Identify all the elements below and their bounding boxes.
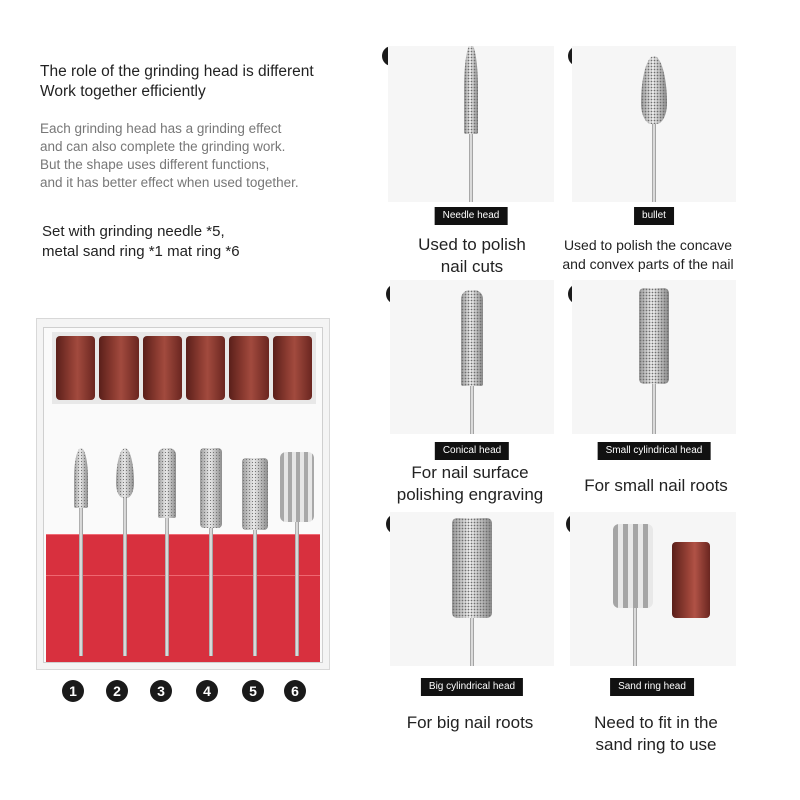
item-caption: [562, 236, 733, 274]
sand-ring: [186, 336, 225, 400]
bit-big-cylinder: [244, 446, 266, 656]
sand-ring: [99, 336, 138, 400]
number-badge: 2: [106, 680, 128, 702]
item-caption: [407, 712, 534, 734]
sand-ring-tray: [52, 332, 316, 404]
number-badge: 1: [62, 680, 84, 702]
sand-ring: [229, 336, 268, 400]
set-contents: [42, 222, 240, 262]
item-tag: Needle head: [435, 207, 508, 225]
item-caption: [584, 475, 728, 497]
item-caption-line: For big nail roots: [406, 713, 534, 732]
item-caption: [418, 234, 526, 278]
intro-para-line: and can also complete the grinding work.: [40, 139, 286, 154]
set-contents-line2: metal sand ring *1 mat ring *6: [42, 243, 240, 260]
item-photo-bullet: [572, 46, 736, 202]
intro-para-line: and it has better effect when used together.: [40, 175, 299, 190]
item-caption-line: For nail surface: [411, 463, 529, 482]
item-caption-line: Need to fit in the: [594, 713, 718, 732]
intro-heading: [40, 62, 314, 102]
intro-heading-line2: Work together efficiently: [40, 83, 206, 100]
item-photo-sand-ring-head: [570, 512, 736, 666]
item-photo-needle: [388, 46, 554, 202]
item-caption-line: Used to polish the concave: [563, 237, 733, 253]
item-caption: [594, 712, 718, 756]
sand-ring: [56, 336, 95, 400]
product-box-lid: [43, 327, 323, 663]
sand-ring: [273, 336, 312, 400]
number-badge: 3: [150, 680, 172, 702]
sand-ring: [672, 542, 710, 618]
item-caption-line: polishing engraving: [396, 485, 544, 504]
item-caption-line: nail cuts: [440, 257, 504, 276]
item-tag: Sand ring head: [610, 678, 694, 696]
bit-bullet: [114, 446, 136, 656]
item-photo-small-cylinder: [572, 280, 736, 434]
intro-heading-line1: The role of the grinding head is different: [40, 63, 314, 80]
item-photo-big-cylinder: [390, 512, 554, 666]
bit-conical: [156, 446, 178, 656]
item-caption-line: sand ring to use: [595, 735, 717, 754]
intro-para-line: But the shape uses different functions,: [40, 157, 270, 172]
intro-para-line: Each grinding head has a grinding effect: [40, 121, 282, 136]
bit-small-cylinder: [200, 446, 222, 656]
product-box-photo: [36, 318, 330, 670]
item-tag: Conical head: [435, 442, 509, 460]
bit-sand-ring-head: [286, 446, 308, 656]
item-caption-line: Used to polish: [418, 235, 526, 254]
item-tag: Small cylindrical head: [598, 442, 711, 460]
sand-ring: [143, 336, 182, 400]
set-contents-line1: Set with grinding needle *5,: [42, 223, 225, 240]
item-tag: bullet: [634, 207, 674, 225]
bit-needle: [70, 446, 92, 656]
item-tag: Big cylindrical head: [421, 678, 523, 696]
number-badge: 4: [196, 680, 218, 702]
number-badge: 5: [242, 680, 264, 702]
item-caption: [397, 462, 544, 506]
number-badge: 6: [284, 680, 306, 702]
intro-paragraph: [40, 120, 299, 192]
item-caption-line: For small nail roots: [584, 476, 728, 495]
item-caption-line: and convex parts of the nail: [562, 256, 734, 272]
item-photo-conical: [390, 280, 554, 434]
